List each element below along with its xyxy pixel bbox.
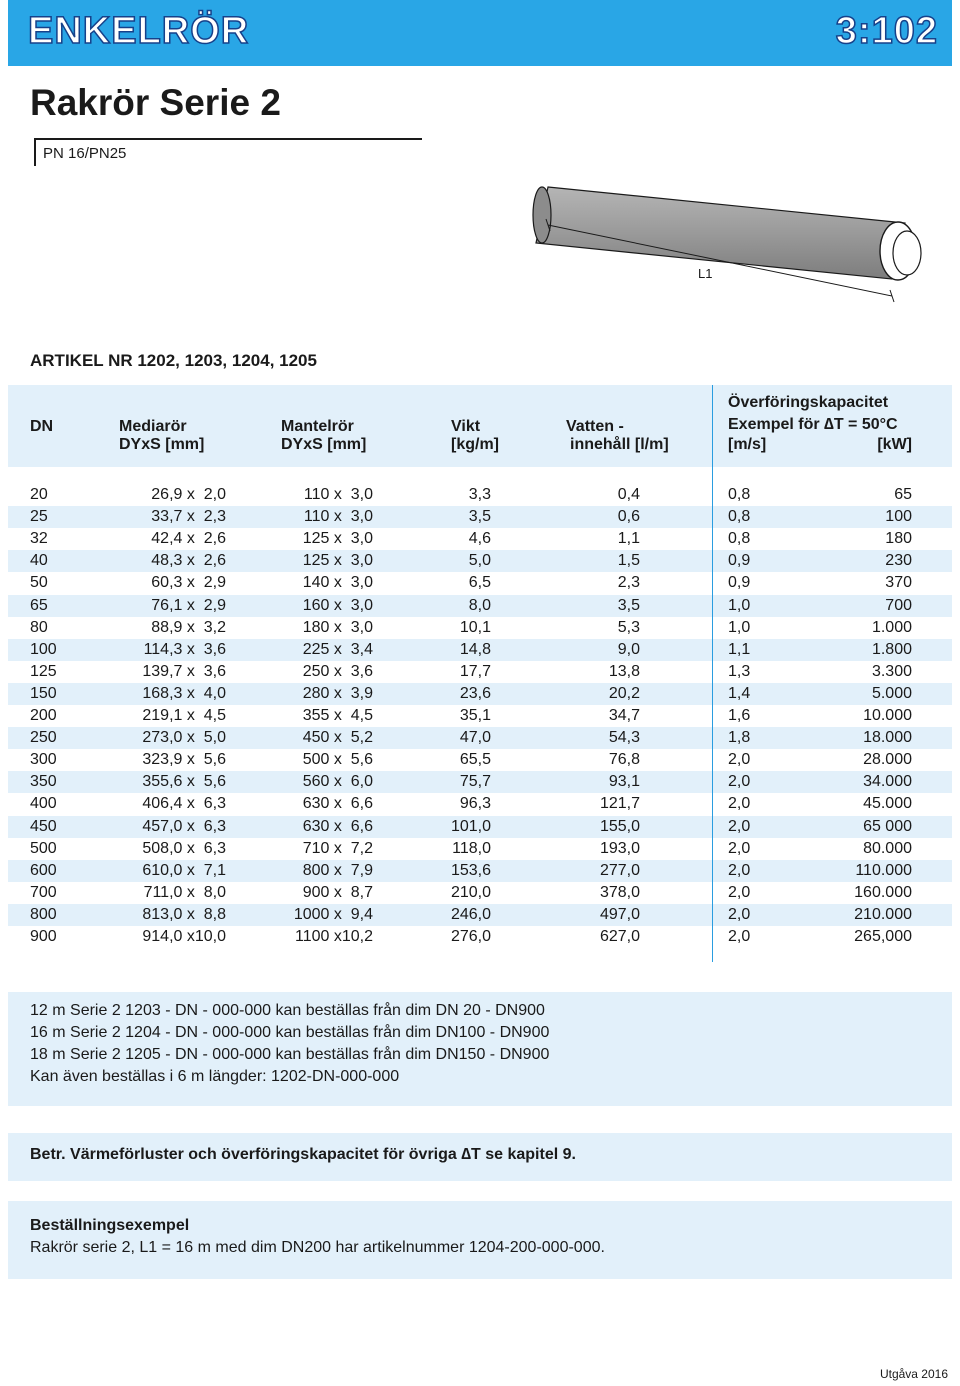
cell-kw: 80.000 — [863, 839, 912, 857]
cell-dn: 250 — [30, 729, 57, 747]
cell-vikt: 3,5 — [468, 508, 491, 526]
cell-mantel: 125 x 3,0 — [302, 552, 373, 570]
cell-mantel: 1000 x 9,4 — [293, 905, 373, 923]
cell-kw: 180 — [885, 530, 912, 548]
cell-media: 406,4 x 6,3 — [142, 795, 226, 813]
cell-vikt: 65,5 — [459, 751, 491, 769]
cell-mantel: 630 x 6,6 — [302, 817, 373, 835]
edition-label: Utgåva 2016 — [879, 1367, 948, 1381]
header-title: ENKELRÖR — [28, 10, 250, 52]
cell-dn: 50 — [30, 574, 48, 592]
cell-kw: 28.000 — [863, 751, 912, 769]
cell-vikt: 276,0 — [450, 928, 491, 945]
cell-ms: 1,0 — [728, 596, 751, 614]
subtitle: PN 16/PN25 — [43, 145, 127, 162]
table-row — [8, 506, 952, 528]
header-mantel-1: Mantelrör — [281, 418, 354, 435]
order-example-heading: Beställningsexempel — [30, 1217, 190, 1234]
cell-mantel: 250 x 3,6 — [302, 662, 373, 680]
header-media-2: DYxS [mm] — [119, 436, 205, 453]
cell-dn: 900 — [30, 928, 57, 945]
cell-vikt: 35,1 — [459, 707, 491, 724]
betr-text: Betr. Värmeförluster och överföringskapacitet för övriga ∆T se kapitel 9. — [30, 1146, 576, 1163]
cell-media: 355,6 x 5,6 — [142, 773, 226, 791]
cell-kw: 34.000 — [863, 773, 912, 791]
cell-mantel: 1100 x10,2 — [295, 928, 373, 945]
cell-dn: 125 — [30, 662, 57, 680]
cell-vikt: 4,6 — [468, 530, 491, 548]
cell-mantel: 450 x 5,2 — [302, 729, 373, 747]
cell-vikt: 210,0 — [450, 883, 491, 901]
table-row — [8, 617, 952, 639]
cell-media: 168,3 x 4,0 — [142, 684, 226, 702]
order-example-text: Rakrör serie 2, L1 = 16 m med dim DN200 har artikelnummer 1204-200-000-000. — [30, 1239, 605, 1256]
table-row — [8, 639, 952, 661]
cell-media: 323,9 x 5,6 — [142, 751, 226, 769]
length-label: L1 — [698, 266, 713, 281]
cell-vikt: 6,5 — [468, 574, 491, 592]
cell-ms: 2,0 — [728, 905, 751, 923]
cell-dn: 32 — [30, 530, 48, 548]
cell-kw: 65 000 — [863, 817, 912, 835]
table-row — [8, 528, 952, 550]
table-row — [8, 793, 952, 815]
cell-dn: 700 — [30, 883, 57, 901]
cell-vatten: 93,1 — [608, 773, 640, 791]
cell-vatten: 497,0 — [599, 905, 640, 923]
cell-vikt: 5,0 — [468, 552, 491, 570]
table-row — [8, 860, 952, 882]
cell-ms: 2,0 — [728, 861, 751, 879]
cell-vatten: 1,5 — [617, 552, 640, 570]
header-mantel-2: DYxS [mm] — [281, 436, 367, 453]
table-row — [8, 550, 952, 572]
header-capacity-ms: [m/s] — [728, 436, 767, 453]
cell-mantel: 280 x 3,9 — [302, 684, 373, 702]
cell-vikt: 75,7 — [459, 773, 491, 791]
cell-dn: 25 — [30, 508, 48, 526]
header-capacity-kw: [kW] — [877, 436, 912, 453]
table-row — [8, 661, 952, 683]
table-row — [8, 882, 952, 904]
cell-media: 42,4 x 2,6 — [151, 530, 226, 548]
cell-vatten: 193,0 — [599, 839, 640, 857]
cell-vatten: 155,0 — [599, 817, 640, 835]
order-example-box — [8, 1201, 952, 1279]
cell-kw: 1.000 — [871, 618, 912, 636]
cell-dn: 500 — [30, 839, 57, 857]
cell-ms: 2,0 — [728, 883, 751, 901]
cell-ms: 2,0 — [728, 773, 751, 791]
note-line: Kan även beställas i 6 m längder: 1202-DN-000-000 — [30, 1068, 400, 1085]
cell-dn: 600 — [30, 861, 57, 879]
table-header — [8, 385, 952, 467]
cell-kw: 160.000 — [854, 883, 912, 901]
cell-mantel: 180 x 3,0 — [302, 618, 373, 636]
cell-vatten: 5,3 — [617, 618, 640, 636]
table-row — [8, 572, 952, 594]
cell-vatten: 9,0 — [617, 640, 640, 658]
table-row — [8, 595, 952, 617]
table-row — [8, 683, 952, 705]
cell-media: 813,0 x 8,8 — [142, 905, 226, 923]
cell-ms: 0,8 — [728, 530, 751, 548]
cell-dn: 200 — [30, 707, 57, 724]
cell-mantel: 110 x 3,0 — [303, 486, 373, 503]
cell-media: 114,3 x 3,6 — [143, 640, 226, 658]
cell-ms: 1,3 — [728, 662, 751, 680]
cell-vatten: 378,0 — [599, 883, 640, 901]
cell-vikt: 23,6 — [459, 684, 491, 702]
note-line: 16 m Serie 2 1204 - DN - 000-000 kan beställas från dim DN100 - DN900 — [30, 1024, 550, 1041]
cell-media: 273,0 x 5,0 — [142, 729, 226, 747]
cell-vikt: 101,0 — [450, 817, 491, 835]
cell-kw: 110.000 — [855, 861, 912, 879]
cell-vatten: 0,4 — [617, 486, 640, 503]
cell-media: 711,0 x 8,0 — [143, 883, 226, 901]
cell-media: 914,0 x10,0 — [142, 928, 226, 945]
cell-dn: 800 — [30, 905, 57, 923]
header-vatten-2: innehåll [l/m] — [570, 436, 669, 453]
cell-dn: 40 — [30, 552, 48, 570]
header-vatten-1: Vatten - — [566, 418, 624, 435]
cell-ms: 2,0 — [728, 928, 751, 945]
cell-vatten: 34,7 — [608, 707, 640, 724]
table-row — [8, 838, 952, 860]
cell-vikt: 96,3 — [459, 795, 491, 813]
cell-vikt: 47,0 — [459, 729, 491, 747]
cell-kw: 265,000 — [854, 928, 912, 945]
cell-dn: 350 — [30, 773, 57, 791]
cell-dn: 300 — [30, 751, 57, 769]
table-row — [8, 771, 952, 793]
cell-mantel: 800 x 7,9 — [302, 861, 373, 879]
cell-vatten: 277,0 — [599, 861, 640, 879]
cell-vatten: 20,2 — [608, 684, 640, 702]
cell-media: 610,0 x 7,1 — [142, 861, 226, 879]
cell-media: 139,7 x 3,6 — [142, 662, 226, 680]
cell-dn: 100 — [30, 640, 57, 658]
cell-kw: 100 — [885, 508, 912, 526]
cell-mantel: 110 x 3,0 — [303, 508, 373, 526]
cell-kw: 10.000 — [863, 707, 912, 724]
cell-kw: 18.000 — [863, 729, 912, 747]
note-line: 12 m Serie 2 1203 - DN - 000-000 kan beställas från dim DN 20 - DN900 — [30, 1002, 545, 1019]
cell-dn: 20 — [30, 486, 48, 503]
subtitle-box — [34, 138, 422, 166]
cell-vatten: 3,5 — [617, 596, 640, 614]
cell-vikt: 8,0 — [468, 596, 491, 614]
cell-ms: 2,0 — [728, 817, 751, 835]
cell-kw: 370 — [885, 574, 912, 592]
cell-vikt: 17,7 — [459, 662, 491, 680]
cell-dn: 450 — [30, 817, 57, 835]
column-divider — [712, 385, 713, 962]
cell-ms: 0,8 — [728, 486, 751, 503]
cell-kw: 5.000 — [871, 684, 912, 702]
cell-vatten: 13,8 — [608, 662, 640, 680]
cell-mantel: 710 x 7,2 — [302, 839, 373, 857]
cell-vikt: 153,6 — [450, 861, 491, 879]
header-capacity-2: Exempel för ∆T = 50°C — [728, 416, 898, 433]
cell-vikt: 10,1 — [459, 618, 491, 636]
cell-mantel: 160 x 3,0 — [302, 596, 373, 614]
cell-dn: 150 — [30, 684, 57, 702]
cell-mantel: 900 x 8,7 — [302, 883, 373, 901]
cell-vatten: 627,0 — [599, 928, 640, 945]
header-dn: DN — [30, 418, 54, 435]
header-capacity-1: Överföringskapacitet — [728, 394, 889, 411]
cell-vatten: 54,3 — [608, 729, 640, 747]
note-line: 18 m Serie 2 1205 - DN - 000-000 kan beställas från dim DN150 - DN900 — [30, 1046, 550, 1063]
table-row — [8, 705, 952, 727]
cell-mantel: 560 x 6,0 — [302, 773, 373, 791]
cell-media: 88,9 x 3,2 — [151, 618, 226, 636]
cell-kw: 700 — [885, 596, 912, 614]
page-code: 3:102 — [835, 10, 938, 52]
header-bar — [8, 0, 952, 66]
cell-mantel: 500 x 5,6 — [302, 751, 373, 769]
cell-ms: 0,9 — [728, 574, 751, 592]
header-vikt-2: [kg/m] — [451, 436, 499, 453]
table-row — [8, 816, 952, 838]
cell-dn: 400 — [30, 795, 57, 813]
cell-ms: 1,4 — [728, 684, 751, 702]
header-vikt-1: Vikt — [451, 418, 481, 435]
cell-ms: 2,0 — [728, 795, 751, 813]
cell-vikt: 118,0 — [452, 839, 491, 857]
cell-ms: 0,8 — [728, 508, 751, 526]
cell-ms: 1,0 — [728, 618, 751, 636]
cell-mantel: 125 x 3,0 — [302, 530, 373, 548]
cell-vatten: 1,1 — [617, 530, 640, 548]
cell-mantel: 140 x 3,0 — [302, 574, 373, 592]
table-row — [8, 484, 952, 506]
cell-vikt: 14,8 — [459, 640, 491, 658]
cell-mantel: 355 x 4,5 — [302, 707, 373, 724]
cell-vatten: 0,6 — [617, 508, 640, 526]
page-title: Rakrör Serie 2 — [30, 82, 281, 123]
cell-ms: 2,0 — [728, 751, 751, 769]
table-row — [8, 749, 952, 771]
table-row — [8, 904, 952, 926]
cell-ms: 1,8 — [728, 729, 751, 747]
table-row — [8, 727, 952, 749]
cell-kw: 210.000 — [854, 905, 912, 923]
cell-media: 76,1 x 2,9 — [151, 596, 226, 614]
cell-kw: 230 — [885, 552, 912, 570]
cell-vikt: 3,3 — [468, 486, 491, 503]
cell-vatten: 76,8 — [608, 751, 640, 769]
cell-media: 33,7 x 2,3 — [151, 508, 226, 526]
cell-ms: 1,1 — [728, 640, 751, 658]
betr-box — [8, 1133, 952, 1181]
cell-kw: 3.300 — [871, 662, 912, 680]
cell-media: 48,3 x 2,6 — [151, 552, 226, 570]
cell-vikt: 246,0 — [450, 905, 491, 923]
cell-vatten: 121,7 — [599, 795, 640, 813]
cell-media: 508,0 x 6,3 — [142, 839, 226, 857]
cell-mantel: 630 x 6,6 — [302, 795, 373, 813]
cell-dn: 65 — [30, 596, 48, 614]
cell-ms: 2,0 — [728, 839, 751, 857]
table-row — [8, 926, 952, 948]
cell-ms: 1,6 — [728, 707, 751, 724]
cell-mantel: 225 x 3,4 — [302, 640, 373, 658]
cell-kw: 45.000 — [863, 795, 912, 813]
cell-vatten: 2,3 — [617, 574, 640, 592]
cell-media: 60,3 x 2,9 — [151, 574, 226, 592]
pipe-diagram — [520, 175, 940, 305]
header-media-1: Mediarör — [119, 418, 187, 435]
cell-dn: 80 — [30, 618, 48, 636]
cell-kw: 1.800 — [871, 640, 912, 658]
article-numbers: ARTIKEL NR 1202, 1203, 1204, 1205 — [30, 351, 317, 370]
cell-media: 457,0 x 6,3 — [142, 817, 226, 835]
notes-box — [8, 992, 952, 1106]
cell-ms: 0,9 — [728, 552, 751, 570]
cell-kw: 65 — [894, 486, 912, 503]
cell-media: 26,9 x 2,0 — [151, 486, 226, 503]
cell-media: 219,1 x 4,5 — [142, 707, 226, 724]
